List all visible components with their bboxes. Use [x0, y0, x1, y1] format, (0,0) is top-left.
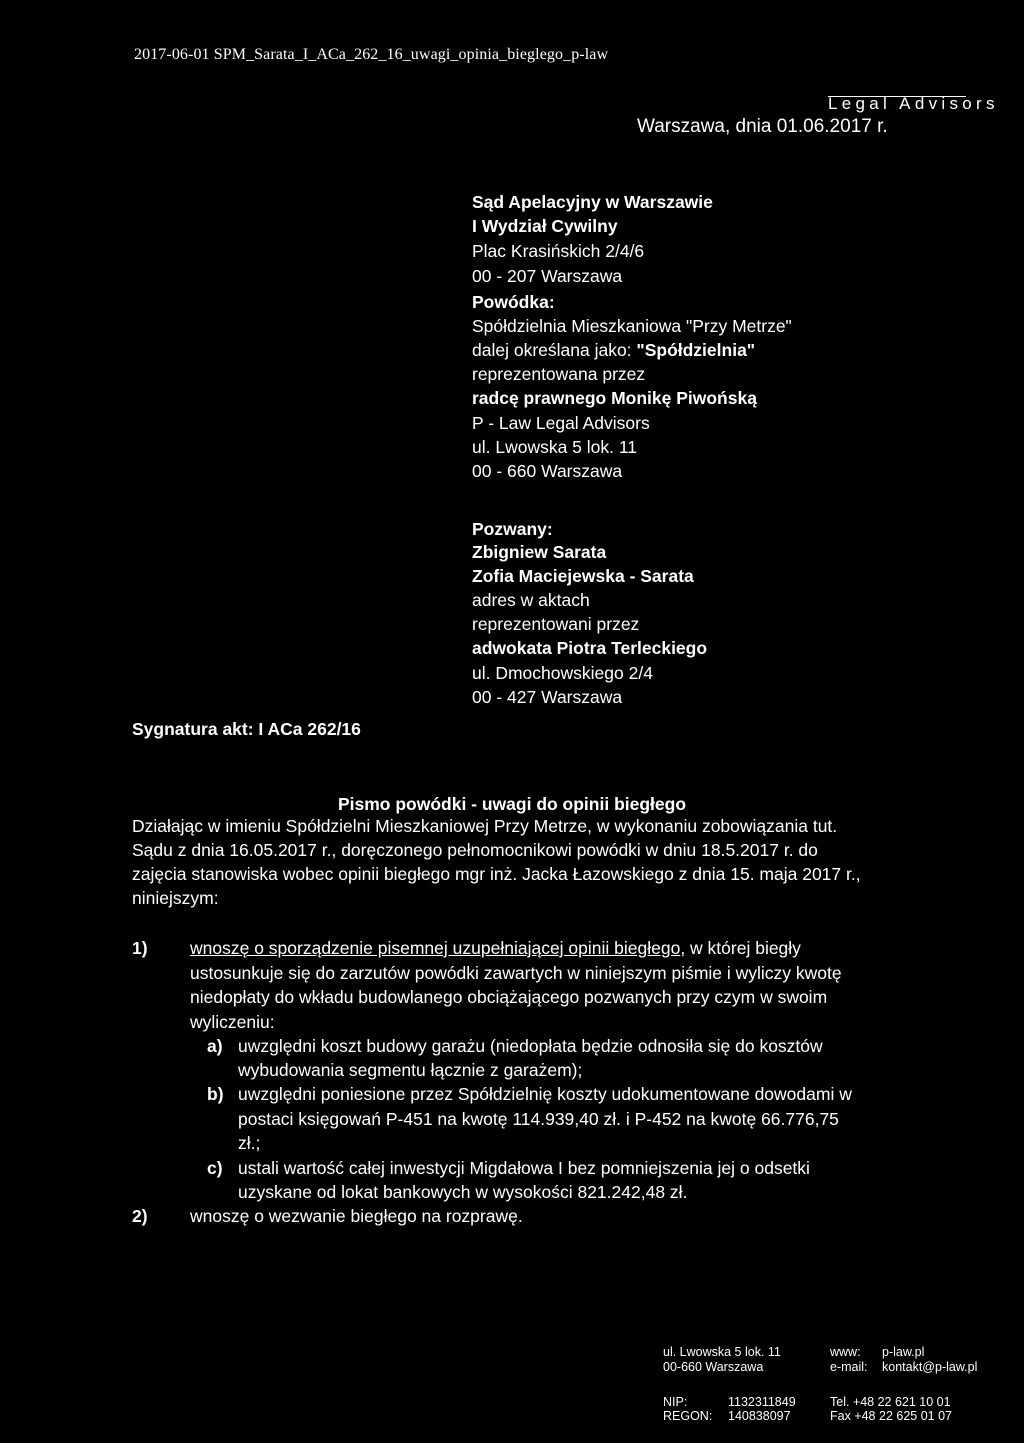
item-1-rest: , w której biegły — [680, 938, 801, 958]
plaintiff-street: ul. Lwowska 5 lok. 11 — [472, 437, 638, 457]
defendant-name-2: Zofia Maciejewska - Sarata — [472, 566, 694, 586]
item-1-line-3: niedopłaty do wkładu budowlanego obciążającego pozwanych przy czym w swoim — [190, 987, 828, 1007]
item-2-text: wnoszę o wezwanie biegłego na rozprawę. — [190, 1206, 523, 1226]
plaintiff-attorney: radcę prawnego Monikę Piwońską — [472, 388, 757, 408]
date-line: Warszawa, dnia 01.06.2017 r. — [637, 116, 888, 137]
footer-regon-label: REGON: — [663, 1409, 713, 1423]
footer-www[interactable]: p-law.pl — [882, 1345, 925, 1359]
plaintiff-alias-prefix: dalej określana jako: — [472, 340, 637, 360]
defendant-represented: reprezentowani przez — [472, 614, 640, 634]
footer-city: 00-660 Warszawa — [663, 1360, 764, 1374]
plaintiff-represented: reprezentowana przez — [472, 364, 646, 384]
item-a-line-2: wybudowania segmentu łącznie z garażem); — [238, 1060, 583, 1080]
plaintiff-city: 00 - 660 Warszawa — [472, 461, 623, 481]
footer-www-label: www: — [830, 1345, 861, 1359]
case-reference: Sygnatura akt: I ACa 262/16 — [132, 719, 361, 739]
plaintiff-label: Powódka: — [472, 292, 555, 312]
defendant-street: ul. Dmochowskiego 2/4 — [472, 663, 653, 683]
item-c-line-1: ustali wartość całej inwestycji Migdałowa I bez pomniejszenia jej o odsetki — [238, 1158, 810, 1178]
file-header: 2017-06-01 SPM_Sarata_I_ACa_262_16_uwagi_opinia_bieglego_p-law — [134, 46, 609, 63]
plaintiff-firm: P - Law Legal Advisors — [472, 413, 650, 433]
item-c-letter: c) — [207, 1158, 223, 1178]
footer-fax: Fax +48 22 625 01 07 — [830, 1409, 952, 1423]
logo-text: Legal Advisors — [828, 94, 999, 113]
plaintiff-name: Spółdzielnia Mieszkaniowa "Przy Metrze" — [472, 316, 792, 336]
footer-nip: 1132311849 — [728, 1395, 796, 1409]
intro-line-4: niniejszym: — [132, 888, 219, 908]
defendant-address: adres w aktach — [472, 590, 590, 610]
item-1-number: 1) — [132, 938, 148, 958]
footer-tel: Tel. +48 22 621 10 01 — [830, 1395, 951, 1409]
defendant-city: 00 - 427 Warszawa — [472, 687, 623, 707]
court-city: 00 - 207 Warszawa — [472, 266, 623, 286]
item-a-line-1: uwzględni koszt budowy garażu (niedopłata będzie odnosiła się do kosztów — [238, 1036, 823, 1056]
footer-street: ul. Lwowska 5 lok. 11 — [663, 1345, 781, 1359]
court-name: Sąd Apelacyjny w Warszawie — [472, 192, 713, 212]
footer-email[interactable]: kontakt@p-law.pl — [882, 1360, 978, 1374]
item-1-line-4: wyliczeniu: — [190, 1012, 275, 1032]
footer-email-label: e-mail: — [830, 1360, 868, 1374]
footer-nip-label: NIP: — [663, 1395, 688, 1409]
item-b-line-1: uwzględni poniesione przez Spółdzielnię koszty udokumentowane dowodami w — [238, 1084, 852, 1104]
plaintiff-alias-name: "Spółdzielnia" — [636, 340, 756, 360]
item-c-line-2: uzyskane od lokat bankowych w wysokości 821.242,48 zł. — [238, 1182, 688, 1202]
item-b-letter: b) — [207, 1084, 224, 1104]
defendant-name-1: Zbigniew Sarata — [472, 542, 607, 562]
intro-line-2: Sądu z dnia 16.05.2017 r., doręczonego pełnomocnikowi powódki w dniu 18.5.2017 r. do — [132, 840, 818, 860]
item-2-number: 2) — [132, 1206, 148, 1226]
defendant-attorney: adwokata Piotra Terleckiego — [472, 638, 708, 658]
item-b-line-3: zł.; — [238, 1133, 261, 1153]
plaintiff-alias — [472, 340, 755, 361]
document-title: Pismo powódki - uwagi do opinii biegłego — [337, 794, 687, 814]
item-a-letter: a) — [207, 1036, 223, 1056]
defendant-label: Pozwany: — [472, 519, 553, 539]
footer-regon: 140838097 — [728, 1409, 791, 1423]
court-street: Plac Krasińskich 2/4/6 — [472, 241, 645, 261]
item-b-line-2: postaci księgowań P-451 na kwotę 114.939,40 zł. i P-452 na kwotę 66.776,75 — [238, 1109, 839, 1129]
intro-line-3: zajęcia stanowiska wobec opinii biegłego mgr inż. Jacka Łazowskiego z dnia 15. maja 2017 r., — [132, 864, 861, 884]
item-1-underlined: wnoszę o sporządzenie pisemnej uzupełniającej opinii biegłego — [190, 938, 681, 958]
item-1-first-line — [190, 938, 801, 959]
court-division: I Wydział Cywilny — [472, 216, 618, 236]
item-1-line-2: ustosunkuje się do zarzutów powódki zawartych w niniejszym piśmie i wyliczy kwotę — [190, 963, 842, 983]
intro-line-1: Działając w imieniu Spółdzielni Mieszkaniowej Przy Metrze, w wykonaniu zobowiązania tut. — [132, 816, 838, 836]
